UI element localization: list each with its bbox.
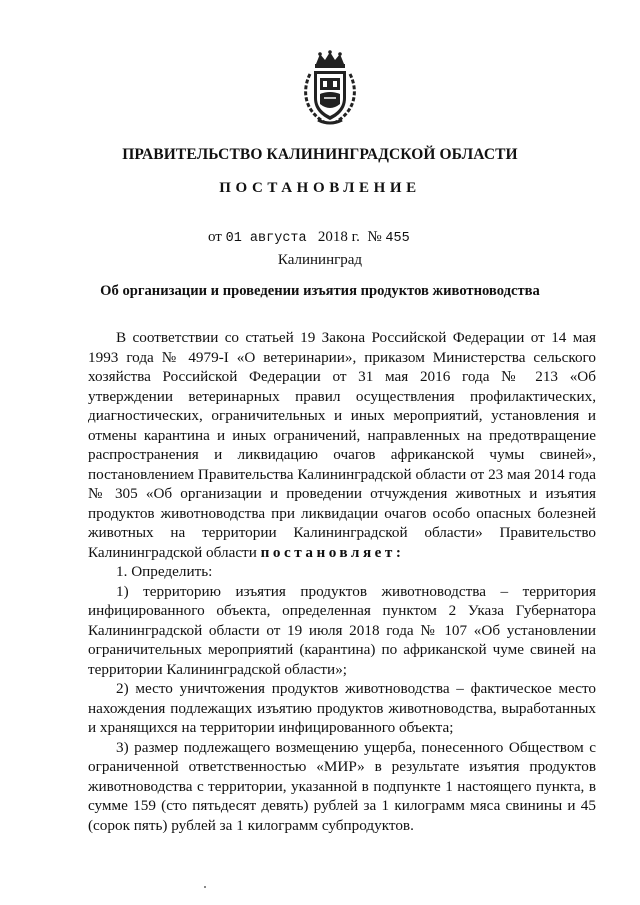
item-1-3: 3) размер подлежащего возмещению ущерба, понесенного Обществом с ограниченной ответственностью «МИР» в результате изъятия продуктов животноводства с территории, указанной в подпункте 1 настоящего пункта, в сумме 159 (сто пятьдесят девять) рублей за 1 килограмм мяса свинины и 45 (сорок пять) рублей за 1 килограмм субпродуктов.: [88, 738, 596, 834]
document-type: ПОСТАНОВЛЕНИЕ: [219, 180, 421, 196]
preamble-text: В соответствии со статьей 19 Закона Российской Федерации от 14 мая 1993 года № 4979-I «О ветеринарии», приказом Министерства сельского хозяйства Российской Федерации от 31 мая 2016 года № 213 «Об утверждении ветеринарных правил осуществления профилактических, диагностических, ограничительных и иных мероприятий, установления и отмены карантина и иных ограничений, направленных на предотвращение распространения и ликвидацию очагов африканской чумы свиней», постановлением Правительства Калининградской области от 23 мая 2014 года № 305 «Об организации и проведении отчуждения животных и изъятия продуктов животноводства при ликвидации очагов особо опасных болезней животных на территории Калининградской области» Правительство Калининградской области: [88, 329, 596, 561]
city: Калининград: [277, 252, 363, 268]
date-number-line: [208, 229, 410, 246]
preamble-paragraph: [88, 328, 596, 562]
coat-of-arms-icon: [298, 50, 362, 126]
item-1-1: 1) территорию изъятия продуктов животноводства – территория инфицированного объекта, определенная пунктом 2 Указа Губернатора Калининградской области от 19 июля 2018 года № 107 «Об установлении ограничительных мероприятий (карантина) по африканской чуме свиней на территории Калининградской области»;: [88, 582, 596, 678]
document-body: [88, 328, 596, 835]
date-year: 2018 г.: [317, 229, 360, 245]
document-number: 455: [385, 231, 410, 246]
date-prefix: от: [208, 229, 222, 245]
document-subject: Об организации и проведении изъятия продуктов животноводства: [100, 283, 540, 299]
scan-dot: [204, 886, 206, 888]
item-1-2: 2) место уничтожения продуктов животноводства – фактическое место нахождения подлежащих изъятию продуктов животноводства, выработанных и хранящихся на территории инфицированного объекта;: [88, 680, 596, 736]
number-sign: №: [367, 229, 382, 245]
item-1: 1. Определить:: [116, 563, 213, 580]
government-title: ПРАВИТЕЛЬСТВО КАЛИНИНГРАДСКОЙ ОБЛАСТИ: [122, 146, 518, 163]
date-typed: 01 августа: [225, 231, 307, 246]
resolves-keyword: постановляет:: [260, 543, 405, 561]
